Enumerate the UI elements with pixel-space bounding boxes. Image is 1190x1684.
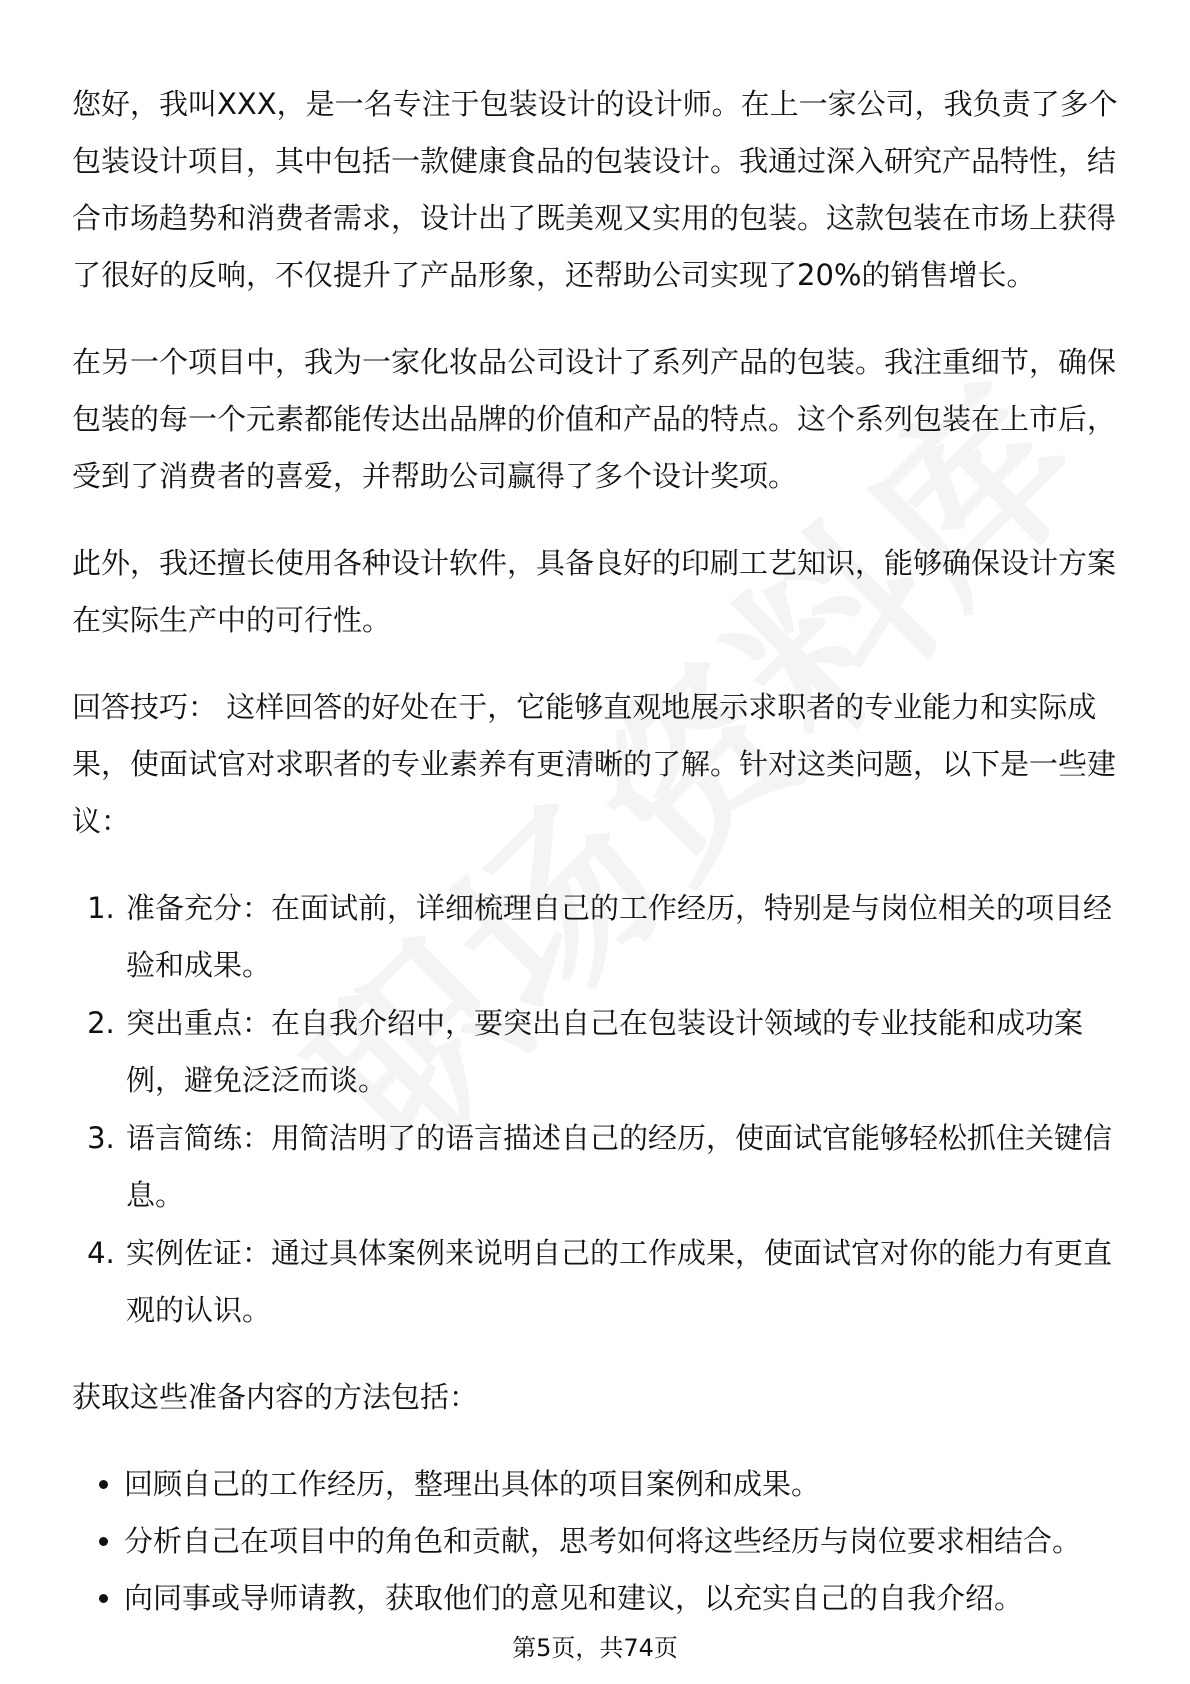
intro-paragraph: 您好，我叫XXX，是一名专注于包装设计的设计师。在上一家公司，我负责了多个包装设计项目，其中包括一款健康食品的包装设计。我通过深入研究产品特性，结合市场趋势和消费者需求，设计出了既美观又实用的包装。这款包装在市场上获得了很好的反响，不仅提升了产品形象，还帮助公司实现了20%的销售增长。 [72, 87, 1118, 292]
tip-item: 3. 语言简练：用简洁明了的语言描述自己的经历，使面试官能够轻松抓住关键信息。 [124, 1110, 1118, 1224]
project-paragraph: 在另一个项目中，我为一家化妆品公司设计了系列产品的包装。我注重细节，确保包装的每一个元素都能传达出品牌的价值和产品的特点。这个系列包装在上市后，受到了消费者的喜爱，并帮助公司赢得了多个设计奖项。 [72, 345, 1117, 493]
document-body [72, 76, 1118, 1627]
skills-paragraph: 此外，我还擅长使用各种设计软件，具备良好的印刷工艺知识，能够确保设计方案在实际生产中的可行性。 [72, 546, 1117, 637]
methods-list [72, 1456, 1118, 1627]
tip-item: 2. 突出重点：在自我介绍中，要突出自己在包装设计领域的专业技能和成功案例，避免泛泛而谈。 [124, 995, 1118, 1109]
method-item: • 分析自己在项目中的角色和贡献，思考如何将这些经历与岗位要求相结合。 [124, 1513, 1118, 1570]
methods-intro: 获取这些准备内容的方法包括： [72, 1380, 479, 1414]
tip-item: 4. 实例佐证：通过具体案例来说明自己的工作成果，使面试官对你的能力有更直观的认识。 [124, 1225, 1118, 1339]
tips-list [72, 880, 1118, 1339]
answer-tips-paragraph: 回答技巧： 这样回答的好处在于，它能够直观地展示求职者的专业能力和实际成果，使面试官对求职者的专业素养有更清晰的了解。针对这类问题，以下是一些建议： [72, 690, 1117, 838]
page-number-footer: 第5页，共74页 [512, 1634, 678, 1662]
method-item: • 回顾自己的工作经历，整理出具体的项目案例和成果。 [124, 1456, 1118, 1513]
method-item: • 向同事或导师请教，获取他们的意见和建议，以充实自己的自我介绍。 [124, 1570, 1118, 1627]
tip-item: 1. 准备充分：在面试前，详细梳理自己的工作经历，特别是与岗位相关的项目经验和成果。 [124, 880, 1118, 994]
